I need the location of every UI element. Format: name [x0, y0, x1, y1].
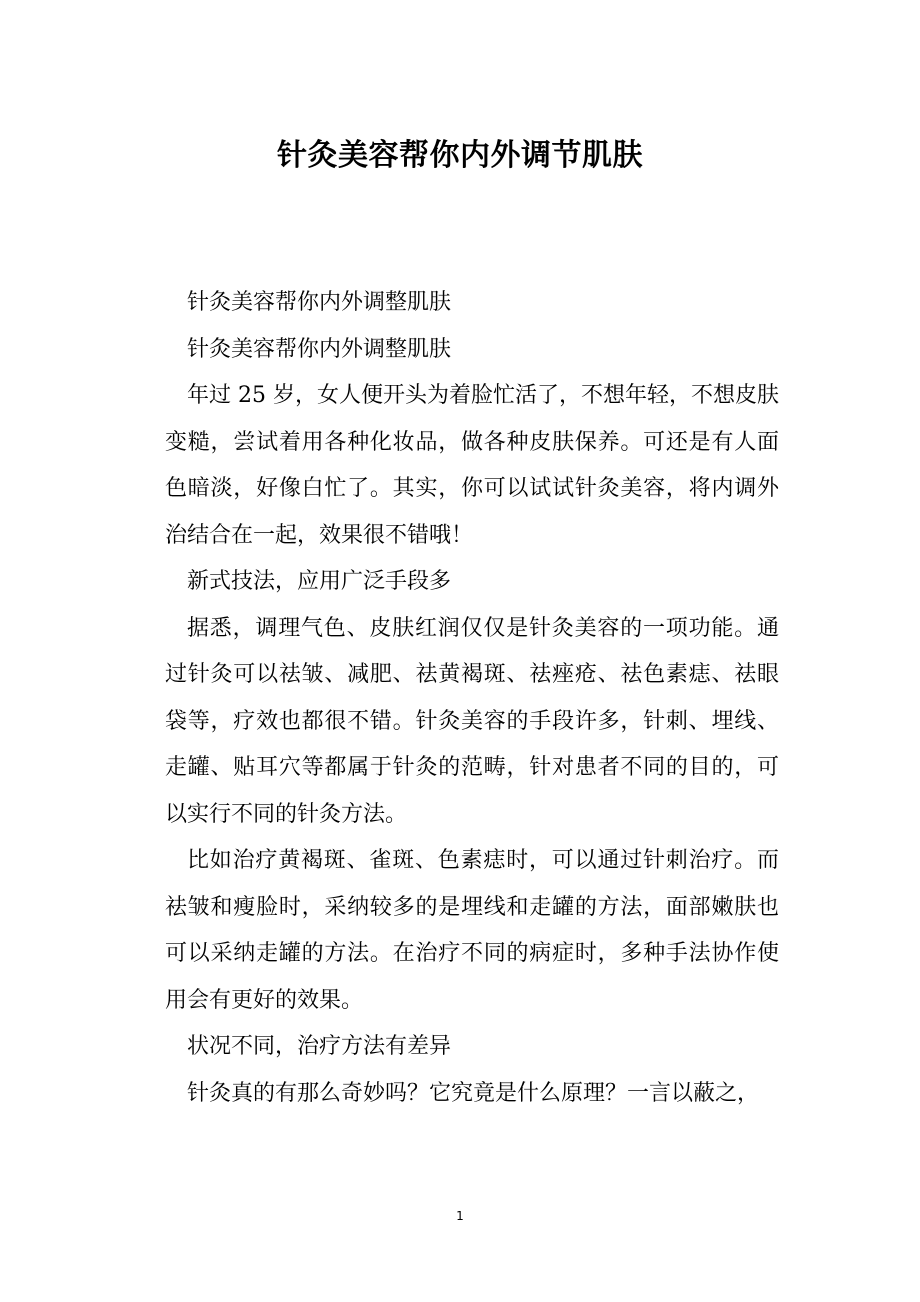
body-paragraph: 据悉，调理气色、皮肤红润仅仅是针灸美容的一项功能。通过针灸可以祛皱、减肥、祛黄褐斑、祛痤疮、祛色素痣、祛眼袋等，疗效也都很不错。针灸美容的手段许多，针刺、埋线、走罐、贴耳穴等都属于针灸的范畴，针对患者不同的目的，可以实行不同的针灸方法。 [165, 615, 779, 827]
body-paragraph: 针灸真的有那么奇妙吗？它究竟是什么原理？一言以蔽之， [187, 1080, 760, 1106]
subtitle-line-1: 针灸美容帮你内外调整肌肤 [187, 290, 452, 315]
document-title: 针灸美容帮你内外调节肌肤 [277, 138, 643, 173]
body-paragraph: 比如治疗黄褐斑、雀斑、色素痣时，可以通过针刺治疗。而祛皱和瘦脸时，采纳较多的是埋线和走罐的方法，面部嫩肤也可以采纳走罐的方法。在治疗不同的病症时，多种手法协作使用会有更好的效果。 [165, 848, 779, 1013]
section-heading-new-techniques: 新式技法，应用广泛手段多 [187, 569, 452, 594]
page-number: 1 [456, 1209, 464, 1223]
subtitle-line-2: 针灸美容帮你内外调整肌肤 [187, 336, 452, 362]
document-body [165, 280, 779, 1117]
intro-paragraph: 年过 25 岁，女人便开头为着脸忙活了，不想年轻，不想皮肤变糙，尝试着用各种化妆品，做各种皮肤保养。可还是有人面色暗淡，好像白忙了。其实，你可以试试针灸美容，将内调外治结合在一起，效果很不错哦！ [165, 383, 779, 548]
section-heading-different-conditions: 状况不同，治疗方法有差异 [187, 1034, 452, 1059]
